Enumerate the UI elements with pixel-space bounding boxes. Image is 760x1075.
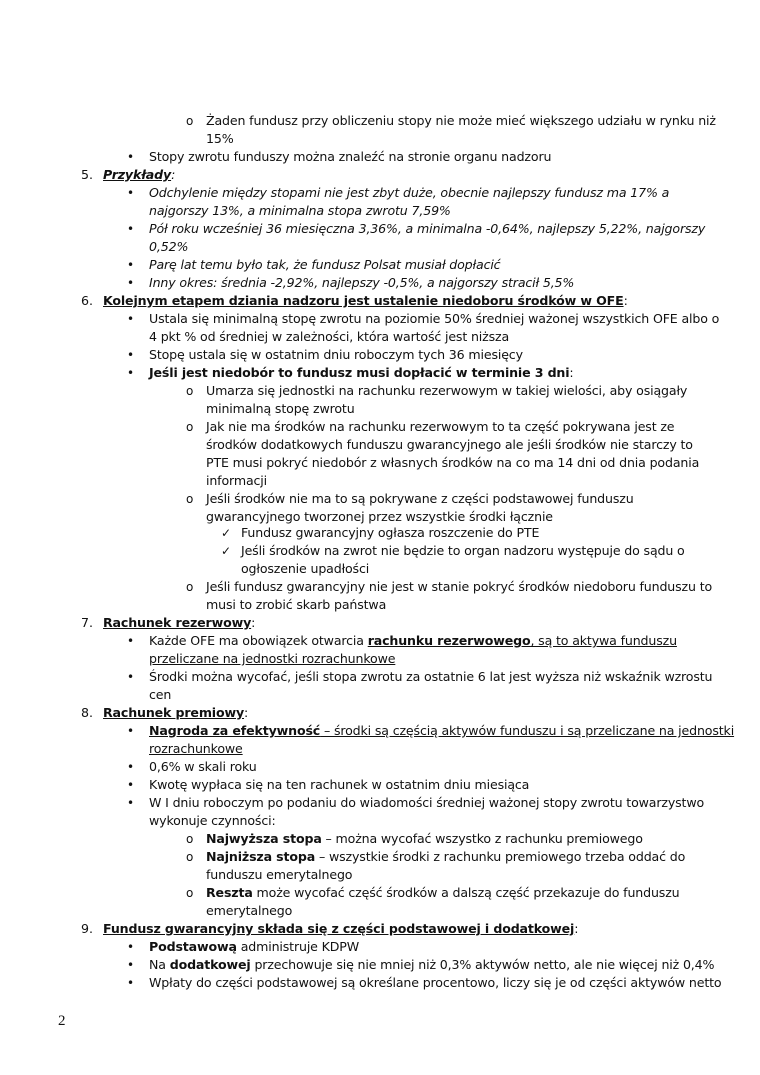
text-line: Jeśli fundusz gwarancyjny nie jest w stanie pokryć środków niedoboru funduszu to xyxy=(206,579,713,594)
list-number: 7. xyxy=(81,615,94,630)
text-line: 15% xyxy=(206,131,234,146)
section-heading-5 xyxy=(103,166,175,184)
text-line: 0,52% xyxy=(149,239,189,254)
bullet-icon: • xyxy=(127,778,135,792)
text-line: informacji xyxy=(206,473,267,488)
heading-text: Rachunek premiowy xyxy=(103,705,245,720)
text-line: Jeśli środków nie ma to są pokrywane z części podstawowej funduszu xyxy=(206,491,634,506)
text-segment: – wszystkie środki z rachunku premiowego trzeba oddać do xyxy=(315,849,686,864)
section-heading-6 xyxy=(103,292,628,310)
text-line: Umarza się jednostki na rachunku rezerwowym w takiej wielości, aby osiągały xyxy=(206,383,688,398)
text-line xyxy=(149,938,359,956)
colon-text: : xyxy=(569,365,574,380)
heading-colon: : xyxy=(251,615,256,630)
text-line xyxy=(206,848,685,866)
heading-colon: : xyxy=(171,167,176,182)
text-segment: – można wycofać wszystko z rachunku premiowego xyxy=(321,831,643,846)
heading-text: Rachunek rezerwowy xyxy=(103,615,252,630)
text-line: Środki można wycofać, jeśli stopa zwrotu za ostatnie 6 lat jest wyższa niż wskaźnik wzrostu xyxy=(149,669,713,684)
list-number: 5. xyxy=(81,167,94,182)
underlined-text: , są to aktywa funduszu xyxy=(530,633,677,648)
text-line: Stopę ustala się w ostatnim dniu roboczym tych 36 miesięcy xyxy=(149,347,523,362)
bullet-icon: • xyxy=(127,724,135,738)
circle-bullet-icon: o xyxy=(186,832,194,846)
section-heading-9 xyxy=(103,920,578,938)
checkmark-icon: ✓ xyxy=(221,526,232,540)
text-line xyxy=(149,364,574,382)
bullet-icon: • xyxy=(127,150,135,164)
section-heading-7 xyxy=(103,614,255,632)
bold-text: Reszta xyxy=(206,885,253,900)
list-number: 9. xyxy=(81,921,94,936)
circle-bullet-icon: o xyxy=(186,850,194,864)
section-heading-8 xyxy=(103,704,248,722)
list-number: 6. xyxy=(81,293,94,308)
text-line: 0,6% w skali roku xyxy=(149,759,257,774)
circle-bullet-icon: o xyxy=(186,492,194,506)
heading-colon: : xyxy=(623,293,628,308)
page-number: 2 xyxy=(58,1013,66,1029)
text-line xyxy=(149,956,714,974)
bullet-icon: • xyxy=(127,222,135,236)
text-line: W I dniu roboczym po podaniu do wiadomości średniej ważonej stopy zwrotu towarzystwo xyxy=(149,795,705,810)
text-line: Odchylenie między stopami nie jest zbyt duże, obecnie najlepszy fundusz ma 17% a xyxy=(149,185,670,200)
text-line: gwarancyjnego tworzonej przez wszystkie środki łącznie xyxy=(206,509,553,524)
bold-text: Jeśli jest niedobór to fundusz musi dopłacić w terminie 3 dni xyxy=(149,365,570,380)
text-line: Wpłaty do części podstawowej są określane procentowo, liczy się je od części aktywów netto xyxy=(149,975,722,990)
bullet-icon: • xyxy=(127,976,135,990)
bullet-icon: • xyxy=(127,634,135,648)
text-line: wykonuje czynności: xyxy=(149,813,276,828)
list-number: 8. xyxy=(81,705,94,720)
heading-colon: : xyxy=(574,921,579,936)
circle-bullet-icon: o xyxy=(186,384,194,398)
checkmark-icon: ✓ xyxy=(221,544,232,558)
text-line: ogłoszenie upadłości xyxy=(241,561,370,576)
text-segment: administruje KDPW xyxy=(236,939,360,954)
text-segment: Na xyxy=(149,957,170,972)
text-segment: może wycofać część środków a dalszą część przekazuje do funduszu xyxy=(252,885,680,900)
bold-text: Najniższa stopa xyxy=(206,849,316,864)
bullet-icon: • xyxy=(127,796,135,810)
circle-bullet-icon: o xyxy=(186,886,194,900)
text-line: rozrachunkowe xyxy=(149,741,243,756)
bullet-icon: • xyxy=(127,958,135,972)
bold-underlined-text: Nagroda za efektywność xyxy=(149,723,321,738)
bold-underlined-text: rachunku rezerwowego xyxy=(367,633,531,648)
text-line: cen xyxy=(149,687,172,702)
text-line: Jak nie ma środków na rachunku rezerwowym to ta część pokrywana jest ze xyxy=(206,419,675,434)
bullet-icon: • xyxy=(127,312,135,326)
text-line: musi to zrobić skarb państwa xyxy=(206,597,387,612)
text-line xyxy=(149,722,734,740)
text-line: Inny okres: średnia -2,92%, najlepszy -0,5%, a najgorszy stracił 5,5% xyxy=(149,275,575,290)
bold-text: Podstawową xyxy=(149,939,237,954)
text-line: najgorszy 13%, a minimalna stopa zwrotu 7,59% xyxy=(149,203,451,218)
text-line: przeliczane na jednostki rozrachunkowe xyxy=(149,651,396,666)
text-line: funduszu emerytalnego xyxy=(206,867,353,882)
bullet-icon: • xyxy=(127,348,135,362)
text-line: Pół roku wcześniej 36 miesięczna 3,36%, a minimalna -0,64%, najlepszy 5,22%, najgorszy xyxy=(149,221,706,236)
circle-bullet-icon: o xyxy=(186,420,194,434)
text-line xyxy=(149,632,677,650)
heading-text: Fundusz gwarancyjny składa się z części podstawowej i dodatkowej xyxy=(103,921,575,936)
heading-text: Kolejnym etapem dziania nadzoru jest ustalenie niedoboru środków w OFE xyxy=(103,293,624,308)
text-line: Żaden fundusz przy obliczeniu stopy nie może mieć większego udziału w rynku niż xyxy=(206,113,716,128)
text-line: Kwotę wypłaca się na ten rachunek w ostatnim dniu miesiąca xyxy=(149,777,530,792)
bullet-icon: • xyxy=(127,760,135,774)
heading-text: Przykłady xyxy=(103,167,172,182)
bullet-icon: • xyxy=(127,186,135,200)
text-line: minimalną stopę zwrotu xyxy=(206,401,355,416)
bullet-icon: • xyxy=(127,276,135,290)
circle-bullet-icon: o xyxy=(186,580,194,594)
text-line: Ustala się minimalną stopę zwrotu na poziomie 50% średniej ważonej wszystkich OFE albo o xyxy=(149,311,720,326)
text-line: Fundusz gwarancyjny ogłasza roszczenie do PTE xyxy=(241,525,540,540)
text-segment: przechowuje się nie mniej niż 0,3% aktywów netto, ale nie więcej niż 0,4% xyxy=(250,957,715,972)
text-line: środków dodatkowych funduszu gwarancyjnego ale jeśli środków nie starczy to xyxy=(206,437,693,452)
bold-text: Najwyższa stopa xyxy=(206,831,322,846)
text-line: Jeśli środków na zwrot nie będzie to organ nadzoru występuje do sądu o xyxy=(241,543,685,558)
underlined-text: – środki są częścią aktywów funduszu i są przeliczane na jednostki xyxy=(320,723,735,738)
text-line: emerytalnego xyxy=(206,903,293,918)
heading-colon: : xyxy=(244,705,249,720)
bold-text: dodatkowej xyxy=(169,957,251,972)
bullet-icon: • xyxy=(127,366,135,380)
text-line: Stopy zwrotu funduszy można znaleźć na stronie organu nadzoru xyxy=(149,149,552,164)
text-line xyxy=(206,830,643,848)
text-segment: Każde OFE ma obowiązek otwarcia xyxy=(149,633,368,648)
circle-bullet-icon: o xyxy=(186,114,194,128)
bullet-icon: • xyxy=(127,670,135,684)
text-line: PTE musi pokryć niedobór z własnych środków na co ma 14 dni od dnia podania xyxy=(206,455,700,470)
text-line xyxy=(206,884,680,902)
text-line: 4 pkt % od średniej w zależności, która wartość jest niższa xyxy=(149,329,510,344)
text-line: Parę lat temu było tak, że fundusz Polsat musiał dopłacić xyxy=(149,257,501,272)
bullet-icon: • xyxy=(127,940,135,954)
bullet-icon: • xyxy=(127,258,135,272)
